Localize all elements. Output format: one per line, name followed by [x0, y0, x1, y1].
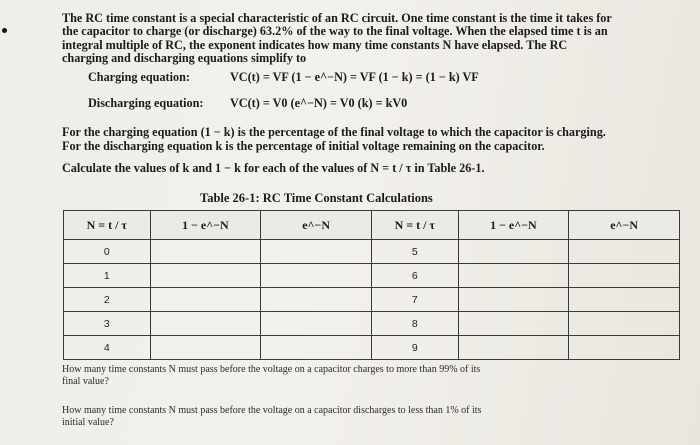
question-charge — [62, 364, 642, 387]
blank-cell[interactable] — [261, 240, 372, 264]
charging-label: Charging equation: — [88, 70, 190, 84]
question-charge-line-2: final value? — [62, 375, 109, 387]
blank-cell[interactable] — [458, 240, 569, 264]
table-row — [64, 336, 680, 360]
n-cell: 9 — [371, 336, 458, 360]
blank-cell[interactable] — [569, 312, 680, 336]
n-cell: 6 — [371, 264, 458, 288]
n-cell: 7 — [371, 288, 458, 312]
blank-cell[interactable] — [458, 336, 569, 360]
n-cell: 1 — [64, 264, 151, 288]
n-cell: 0 — [64, 240, 151, 264]
header-n-left: N = t / τ — [64, 211, 151, 240]
n-cell: 5 — [371, 240, 458, 264]
table-row — [64, 240, 680, 264]
charging-formula: VC(t) = VF (1 − e^−N) = VF (1 − k) = (1 − k) VF — [230, 70, 479, 84]
n-cell: 2 — [64, 288, 151, 312]
question-discharge-line-2: initial value? — [62, 416, 114, 428]
charging-note: For the charging equation (1 − k) is the percentage of the final voltage to which the capacitor is charging. — [62, 125, 606, 139]
blank-cell[interactable] — [261, 264, 372, 288]
discharging-label: Discharging equation: — [88, 96, 204, 110]
header-n-right: N = t / τ — [371, 211, 458, 240]
header-one-minus-exp-right: 1 − e^−N — [458, 211, 569, 240]
blank-cell[interactable] — [261, 336, 372, 360]
blank-cell[interactable] — [458, 264, 569, 288]
blank-cell[interactable] — [150, 288, 261, 312]
table-row — [64, 288, 680, 312]
table-row — [64, 312, 680, 336]
n-cell: 4 — [64, 336, 151, 360]
discharging-formula: VC(t) = V0 (e^−N) = V0 (k) = kV0 — [230, 96, 408, 110]
intro-line-4: charging and discharging equations simplify to — [62, 51, 307, 66]
blank-cell[interactable] — [150, 336, 261, 360]
blank-cell[interactable] — [569, 264, 680, 288]
blank-cell[interactable] — [458, 312, 569, 336]
intro-line-3: integral multiple of RC, the exponent indicates how many time constants N have elapsed. The RC — [62, 37, 568, 52]
blank-cell[interactable] — [569, 288, 680, 312]
table-title: Table 26-1: RC Time Constant Calculations — [200, 191, 433, 205]
question-charge-line-1: How many time constants N must pass before the voltage on a capacitor charges to more than 99% of its — [62, 364, 481, 375]
header-exp-left: e^−N — [261, 211, 372, 240]
discharging-note: For the discharging equation k is the percentage of initial voltage remaining on the capacitor. — [62, 139, 545, 153]
bullet-mark — [2, 28, 7, 33]
question-discharge-line-1: How many time constants N must pass before the voltage on a capacitor discharges to less than 1% of its — [62, 405, 482, 416]
blank-cell[interactable] — [569, 336, 680, 360]
blank-cell[interactable] — [261, 288, 372, 312]
blank-cell[interactable] — [458, 288, 569, 312]
header-one-minus-exp-left: 1 − e^−N — [150, 211, 261, 240]
blank-cell[interactable] — [261, 312, 372, 336]
table-header-row — [64, 211, 680, 240]
intro-paragraph — [62, 12, 662, 66]
instruction: Calculate the values of k and 1 − k for each of the values of N = t / τ in Table 26-1. — [62, 161, 485, 175]
intro-line-1: The RC time constant is a special characteristic of an RC circuit. One time constant is the time it takes for — [62, 11, 612, 25]
n-cell: 3 — [64, 312, 151, 336]
header-exp-right: e^−N — [569, 211, 680, 240]
blank-cell[interactable] — [150, 240, 261, 264]
intro-line-2: the capacitor to charge (or discharge) 63.2% of the way to the final voltage. When the elapsed time t is an — [62, 24, 608, 39]
table-row — [64, 264, 680, 288]
blank-cell[interactable] — [150, 264, 261, 288]
time-constant-table — [63, 210, 680, 360]
n-cell: 8 — [371, 312, 458, 336]
blank-cell[interactable] — [150, 312, 261, 336]
blank-cell[interactable] — [569, 240, 680, 264]
question-discharge — [62, 405, 642, 428]
